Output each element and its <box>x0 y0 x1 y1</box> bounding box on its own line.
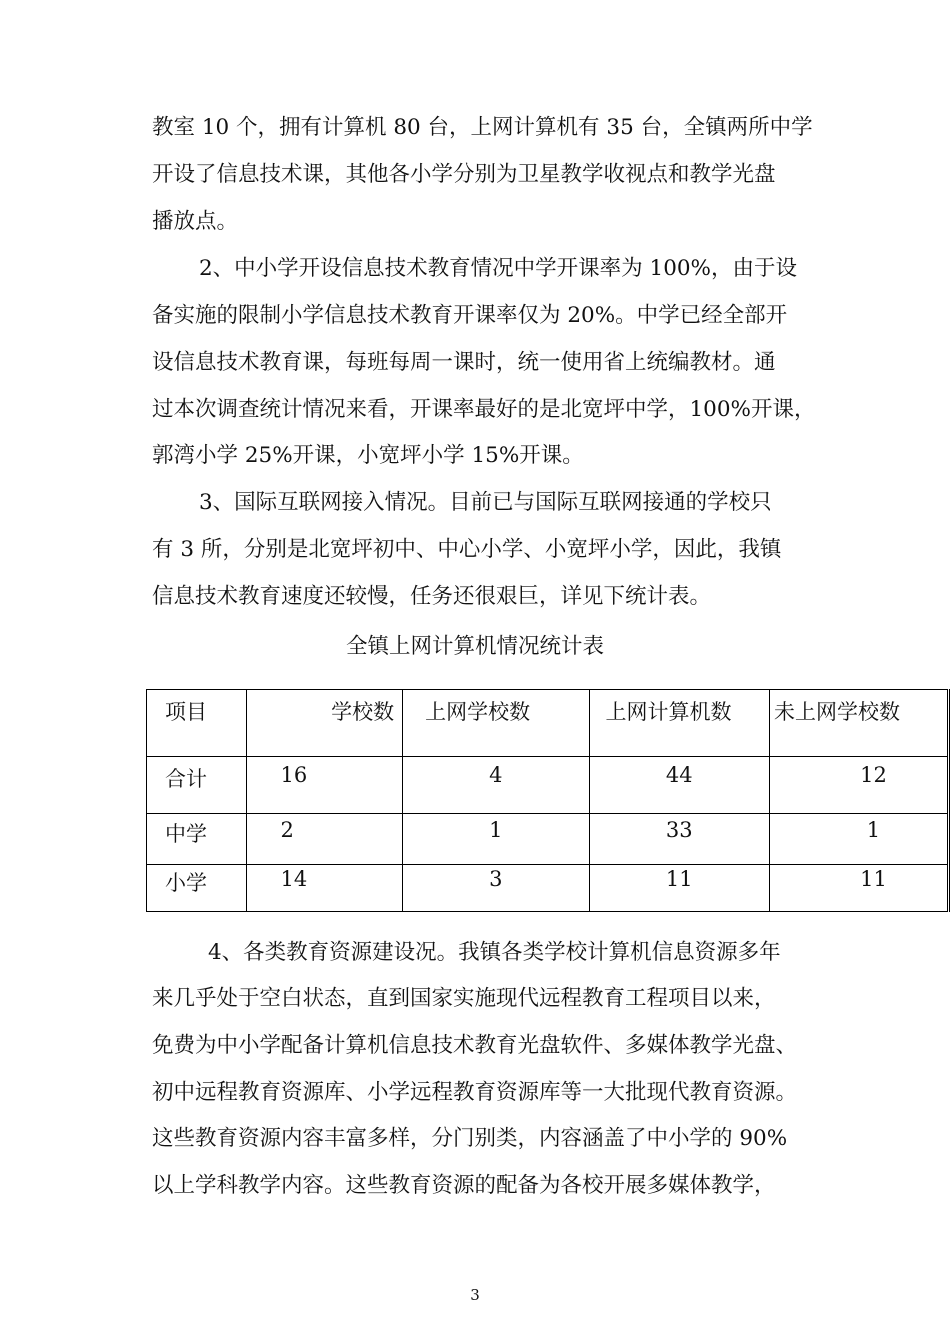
paragraph-3-line-2: 有 3 所，分别是北宽坪初中、中心小学、小宽坪小学，因此，我镇 <box>152 537 782 562</box>
header-online-computers: 上网计算机数 <box>589 690 769 757</box>
offline-schools-cell: 1 <box>769 814 948 865</box>
paragraph-2-line-1: 2、中小学开设信息技术教育情况中学开课率为 100%，由于设 <box>199 256 797 281</box>
header-online-schools: 上网学校数 <box>403 690 589 757</box>
table-header-row <box>147 690 949 757</box>
table-row-middle-school <box>147 814 949 865</box>
school-count-cell: 16 <box>246 757 403 814</box>
table-row-primary-school <box>147 865 949 912</box>
header-offline-schools: 未上网学校数 <box>769 690 948 757</box>
paragraph-4-line-2: 来几乎处于空白状态，直到国家实施现代远程教育工程项目以来， <box>152 986 776 1011</box>
paragraph-4-line-6: 以上学科教学内容。这些教育资源的配备为各校开展多媒体教学， <box>152 1173 776 1198</box>
online-schools-cell: 1 <box>403 814 589 865</box>
table-caption: 全镇上网计算机情况统计表 <box>345 634 604 659</box>
offline-schools-cell: 11 <box>769 865 948 912</box>
paragraph-1-line-1: 教室 10 个，拥有计算机 80 台，上网计算机有 35 台，全镇两所中学 <box>152 115 813 140</box>
table-row-total <box>147 757 949 814</box>
online-computers-cell: 33 <box>589 814 769 865</box>
offline-schools-cell: 12 <box>769 757 948 814</box>
school-count-cell: 14 <box>246 865 403 912</box>
page-number: 3 <box>470 1286 480 1304</box>
header-school-count: 学校数 <box>246 690 403 757</box>
paragraph-4-line-5: 这些教育资源内容丰富多样，分门别类，内容涵盖了中小学的 90% <box>152 1126 788 1151</box>
online-computers-cell: 44 <box>589 757 769 814</box>
paragraph-2-line-3: 设信息技术教育课，每班每周一课时，统一使用省上统编教材。通 <box>152 350 776 375</box>
online-schools-cell: 4 <box>403 757 589 814</box>
online-schools-cell: 3 <box>403 865 589 912</box>
paragraph-4-line-1: 4、各类教育资源建设况。我镇各类学校计算机信息资源多年 <box>208 940 781 965</box>
paragraph-2-line-2: 备实施的限制小学信息技术教育开课率仅为 20%。中学已经全部开 <box>152 303 788 328</box>
row-label: 小学 <box>147 865 247 912</box>
row-label: 中学 <box>147 814 247 865</box>
paragraph-1-line-3: 播放点。 <box>152 209 239 234</box>
statistics-table <box>146 689 950 912</box>
paragraph-3-line-1: 3、国际互联网接入情况。目前已与国际互联网接通的学校只 <box>199 490 772 515</box>
paragraph-3-line-3: 信息技术教育速度还较慢，任务还很艰巨，详见下统计表。 <box>152 584 712 609</box>
header-item: 项目 <box>147 690 247 757</box>
paragraph-2-line-4: 过本次调查统计情况来看，开课率最好的是北宽坪中学，100%开课， <box>152 397 816 422</box>
school-count-cell: 2 <box>246 814 403 865</box>
paragraph-2-line-5: 郭湾小学 25%开课，小宽坪小学 15%开课。 <box>152 443 584 468</box>
paragraph-4-line-3: 免费为中小学配备计算机信息技术教育光盘软件、多媒体教学光盘、 <box>152 1033 798 1058</box>
paragraph-4-line-4: 初中远程教育资源库、小学远程教育资源库等一大批现代教育资源。 <box>152 1080 798 1105</box>
row-label: 合计 <box>147 757 247 814</box>
online-computers-cell: 11 <box>589 865 769 912</box>
paragraph-1-line-2: 开设了信息技术课，其他各小学分别为卫星教学收视点和教学光盘 <box>152 162 776 187</box>
